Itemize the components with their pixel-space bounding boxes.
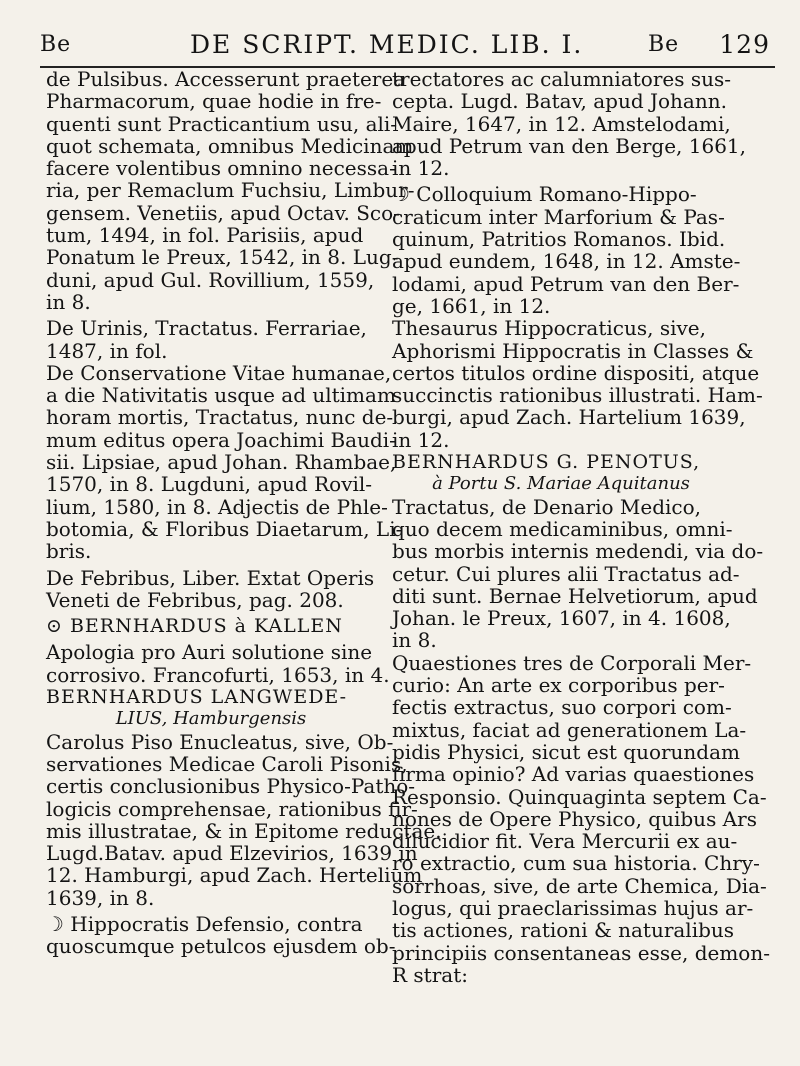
text-line: quot schemata, omnibus Medicinam bbox=[46, 133, 414, 158]
text-line: lium, 1580, in 8. Adjectis de Phle- bbox=[46, 494, 388, 519]
text-line: in 12. bbox=[392, 156, 450, 181]
text-line: curio: An arte ex corporibus per- bbox=[392, 673, 725, 698]
text-line: quenti sunt Practicantium usu, ali- bbox=[46, 111, 398, 136]
text-line: fectis extractus, suo corpori com- bbox=[392, 695, 732, 720]
text-line: 12. Hamburgi, apud Zach. Hertelium bbox=[46, 863, 423, 888]
text-line: trectatores ac calumniatores sus- bbox=[392, 67, 732, 91]
text-line: ria, per Remaclum Fuchsiu, Limbur- bbox=[46, 178, 415, 203]
text-line: BERNHARDUS LANGWEDE- bbox=[46, 686, 348, 709]
text-line: LIUS, Hamburgensis bbox=[115, 708, 307, 730]
text-line: dilucidior fit. Vera Mercurii ex au- bbox=[392, 829, 738, 854]
text-line: gensem. Venetiis, apud Octav. Sco- bbox=[46, 200, 400, 225]
text-line: quoscumque petulcos ejusdem ob- bbox=[46, 934, 396, 959]
text-line: de Pulsibus. Accesserunt praeterea bbox=[46, 67, 406, 91]
running-head-left-word: Be bbox=[40, 32, 72, 57]
running-head-right-word: Be bbox=[648, 32, 680, 57]
page-number: 129 bbox=[719, 30, 770, 59]
text-line: burgi, apud Zach. Hartelium 1639, bbox=[392, 405, 746, 430]
text-line: ☽ Hippocratis Defensio, contra bbox=[46, 911, 363, 936]
text-line: sii. Lipsiae, apud Johan. Rhambae, bbox=[46, 450, 397, 475]
text-line: pidis Physici, sicut est quorundam bbox=[392, 739, 740, 764]
text-line: firma opinio? Ad varias quaestiones bbox=[392, 762, 755, 787]
text-line: Maire, 1647, in 12. Amstelodami, bbox=[392, 111, 731, 136]
text-line: R strat: bbox=[392, 962, 468, 987]
text-line: in 12. bbox=[392, 427, 450, 452]
text-line: apud eundem, 1648, in 12. Amste- bbox=[392, 249, 741, 274]
text-line: mum editus opera Joachimi Baudi- bbox=[46, 427, 396, 452]
text-line: 1487, in fol. bbox=[46, 338, 168, 363]
text-line: Responsio. Quinquaginta septem Ca- bbox=[392, 784, 767, 809]
text-line: tis actiones, rationi & naturalibus bbox=[392, 918, 735, 943]
text-line: cetur. Cui plures alii Tractatus ad- bbox=[392, 561, 740, 586]
text-line: nones de Opere Physico, quibus Ars bbox=[392, 806, 757, 831]
text-line: ge, 1661, in 12. bbox=[392, 293, 551, 318]
text-line: corrosivo. Francofurti, 1653, in 4. bbox=[46, 662, 390, 687]
text-line: apud Petrum van den Berge, 1661, bbox=[392, 133, 747, 158]
text-line: craticum inter Marforium & Pas- bbox=[392, 204, 725, 229]
text-line: diti sunt. Bernae Helvetiorum, apud bbox=[392, 583, 758, 608]
text-line: sorrhoas, sive, de arte Chemica, Dia- bbox=[392, 873, 767, 898]
text-line: in 8. bbox=[46, 289, 91, 314]
text-line: 1639, in 8. bbox=[46, 885, 155, 910]
text-line: BERNHARDUS G. PENOTUS, bbox=[392, 451, 701, 474]
running-head-title: DE SCRIPT. MEDIC. LIB. I. bbox=[190, 30, 584, 59]
text-line: Veneti de Febribus, pag. 208. bbox=[46, 587, 344, 612]
text-line: Ponatum le Preux, 1542, in 8. Lug- bbox=[46, 245, 399, 270]
text-line: Tractatus, de Denario Medico, bbox=[392, 494, 702, 519]
running-head bbox=[40, 30, 770, 64]
text-line: mixtus, faciat ad generationem La- bbox=[392, 717, 747, 742]
text-line: Quaestiones tres de Corporali Mer- bbox=[392, 650, 752, 675]
text-line: facere volentibus omnino necessa- bbox=[46, 156, 396, 181]
text-line: quinum, Patritios Romanos. Ibid. bbox=[392, 227, 726, 252]
text-line: Carolus Piso Enucleatus, sive, Ob- bbox=[46, 729, 394, 754]
text-line: cepta. Lugd. Batav, apud Johann. bbox=[392, 89, 727, 114]
text-line: lodami, apud Petrum van den Ber- bbox=[392, 271, 740, 296]
text-line: De Urinis, Tractatus. Ferrariae, bbox=[46, 316, 367, 341]
text-line: De Febribus, Liber. Extat Operis bbox=[46, 565, 375, 590]
text-line: tum, 1494, in fol. Parisiis, apud bbox=[46, 223, 364, 248]
text-line: bris. bbox=[46, 539, 92, 564]
text-line: principiis consentaneas esse, demon- bbox=[392, 940, 770, 965]
text-line: duni, apud Gul. Rovillium, 1559, bbox=[46, 267, 375, 292]
left-column bbox=[46, 67, 442, 959]
text-line: Thesaurus Hippocraticus, sive, bbox=[392, 316, 707, 341]
text-line: quo decem medicaminibus, omni- bbox=[392, 516, 733, 541]
right-column bbox=[392, 67, 770, 987]
text-line: servationes Medicae Caroli Pisonis, bbox=[46, 751, 408, 776]
text-line: ⊙ BERNHARDUS à KALLEN bbox=[46, 615, 343, 638]
text-line: mis illustratae, & in Epitome reductae. bbox=[46, 818, 442, 843]
text-line: succinctis rationibus illustrati. Ham- bbox=[392, 383, 763, 408]
text-line: a die Nativitatis usque ad ultimam bbox=[46, 383, 396, 408]
text-line: Aphorismi Hippocratis in Classes & bbox=[392, 338, 754, 363]
text-line: horam mortis, Tractatus, nunc de- bbox=[46, 405, 394, 430]
text-line: in 8. bbox=[392, 628, 437, 653]
text-line: certis conclusionibus Physico-Patho- bbox=[46, 774, 416, 799]
text-line: Lugd.Batav. apud Elzevirios, 1639 in bbox=[46, 841, 418, 866]
text-line: ☽ Colloquium Romano-Hippo- bbox=[392, 182, 697, 207]
text-line: Apologia pro Auri solutione sine bbox=[46, 640, 373, 665]
text-line: certos titulos ordine dispositi, atque bbox=[392, 360, 760, 385]
text-line: logus, qui praeclarissimas hujus ar- bbox=[392, 895, 754, 920]
text-line: bus morbis internis medendi, via do- bbox=[392, 539, 764, 564]
text-line: Pharmacorum, quae hodie in fre- bbox=[46, 89, 382, 114]
text-line: botomia, & Floribus Diaetarum, Li- bbox=[46, 516, 403, 541]
text-line: ro extractio, cum sua historia. Chry- bbox=[392, 851, 760, 876]
text-line: logicis comprehensae, rationibus fir- bbox=[46, 796, 418, 821]
text-line: Johan. le Preux, 1607, in 4. 1608, bbox=[392, 606, 731, 631]
text-line: 1570, in 8. Lugduni, apud Rovil- bbox=[46, 472, 373, 497]
text-line: à Portu S. Mariae Aquitanus bbox=[432, 473, 690, 495]
text-line: De Conservatione Vitae humanae, bbox=[46, 360, 392, 385]
